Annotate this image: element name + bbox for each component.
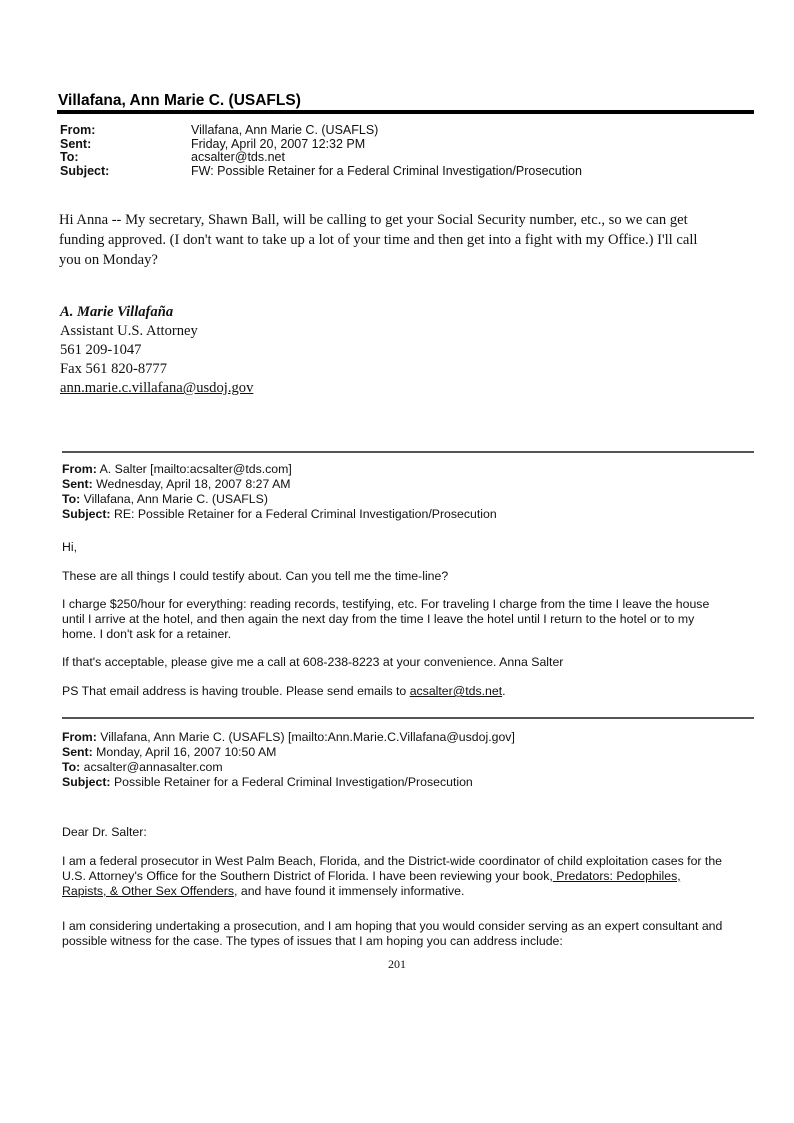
- mailbox-owner-title: Villafana, Ann Marie C. (USAFLS): [58, 92, 301, 109]
- m1-from-value: A. Salter [mailto:acsalter@tds.com]: [99, 462, 292, 476]
- reply-line-3: you on Monday?: [59, 252, 158, 268]
- m1-p2-line-2: until I arrive at the hotel, and then again the next day from the time I leave the hotel until I return to the hotel or to my: [62, 612, 695, 626]
- m1-p2-line-1: I charge $250/hour for everything: reading records, testifying, etc. For traveling I charge from the time I leave the house: [62, 597, 710, 611]
- m1-paragraph-3: If that's acceptable, please give me a call at 608-238-8223 at your convenience. Anna Salter: [62, 655, 564, 669]
- message1-header: [62, 462, 497, 522]
- m2-to-value: acsalter@annasalter.com: [83, 760, 223, 774]
- m2-p2-line-1: I am considering undertaking a prosecution, and I am hoping that you would consider serving as an expert consultant and: [62, 919, 723, 933]
- m1-greeting: Hi,: [62, 540, 78, 554]
- m2-from-value: Villafana, Ann Marie C. (USAFLS) [mailto:Ann.Marie.C.Villafana@usdoj.gov]: [100, 730, 515, 744]
- title-rule: [57, 110, 754, 114]
- signature-fax: Fax 561 820-8777: [60, 361, 168, 377]
- signature-block: [60, 303, 253, 398]
- signature-phone: 561 209-1047: [60, 342, 142, 358]
- m1-p4-email-link[interactable]: acsalter@tds.net: [409, 684, 503, 698]
- book-title-part-2: Rapists, & Other Sex Offenders: [62, 884, 235, 898]
- m2-subject-label: Subject:: [62, 775, 111, 789]
- m1-paragraph-2: [62, 597, 757, 642]
- m2-p2-line-2: possible witness for the case. The types of issues that I am hoping you can address include:: [62, 934, 563, 948]
- m1-to-value: Villafana, Ann Marie C. (USAFLS): [83, 492, 268, 506]
- subject-value: FW: Possible Retainer for a Federal Criminal Investigation/Prosecution: [191, 163, 582, 178]
- m1-sent-label: Sent:: [62, 477, 93, 491]
- message2-header: [62, 730, 515, 790]
- m1-p4-text: PS That email address is having trouble. Please send emails to: [62, 684, 410, 698]
- m2-sent-label: Sent:: [62, 745, 93, 759]
- book-title-part-1: Predators: Pedophiles,: [552, 869, 681, 883]
- m2-sent-value: Monday, April 16, 2007 10:50 AM: [96, 745, 277, 759]
- m1-paragraph-1: These are all things I could testify about. Can you tell me the time-line?: [62, 569, 449, 583]
- m2-greeting: Dear Dr. Salter:: [62, 825, 147, 839]
- reply-body: [59, 210, 749, 270]
- m2-subject-value: Possible Retainer for a Federal Criminal Investigation/Prosecution: [113, 775, 473, 789]
- to-label: To:: [60, 150, 79, 164]
- m1-paragraph-4: [62, 684, 757, 699]
- m2-to-label: To:: [62, 760, 81, 774]
- to-value: acsalter@tds.net: [191, 150, 285, 164]
- signature-title: Assistant U.S. Attorney: [60, 323, 198, 339]
- m1-subject-value: RE: Possible Retainer for a Federal Criminal Investigation/Prosecution: [113, 507, 497, 521]
- signature-name: A. Marie Villafaña: [60, 304, 174, 320]
- m1-from-label: From:: [62, 462, 97, 476]
- reply-line-2: funding approved. (I don't want to take up a lot of your time and then get into a fight with my Office.) I'll call: [59, 232, 698, 248]
- m1-p4-end: .: [502, 684, 506, 698]
- from-label: From:: [60, 123, 96, 137]
- m2-paragraph-1: [62, 854, 757, 899]
- message-separator-1: [62, 451, 754, 453]
- reply-line-1: Hi Anna -- My secretary, Shawn Ball, will be calling to get your Social Security number, etc., so we can get: [59, 212, 688, 228]
- m1-to-label: To:: [62, 492, 81, 506]
- page-number: 201: [388, 957, 406, 971]
- m1-p2-line-3: home. I don't ask for a retainer.: [62, 627, 232, 641]
- m1-sent-value: Wednesday, April 18, 2007 8:27 AM: [96, 477, 291, 491]
- sent-label: Sent:: [60, 136, 92, 151]
- m2-p1-line-1: I am a federal prosecutor in West Palm Beach, Florida, and the District-wide coordinator of child exploitation cases for the: [62, 854, 723, 868]
- message-separator-2: [62, 717, 754, 719]
- m2-from-label: From:: [62, 730, 97, 744]
- top-email-header: [60, 124, 582, 178]
- from-value: Villafana, Ann Marie C. (USAFLS): [191, 123, 379, 137]
- m2-p1-line-2: U.S. Attorney's Office for the Southern District of Florida. I have been reviewing your book, Predators: Pedophiles,: [62, 869, 681, 883]
- signature-email-link[interactable]: ann.marie.c.villafana@usdoj.gov: [60, 380, 254, 396]
- sent-value: Friday, April 20, 2007 12:32 PM: [191, 136, 366, 151]
- m1-subject-label: Subject:: [62, 507, 111, 521]
- subject-label: Subject:: [60, 163, 110, 178]
- m2-paragraph-2: [62, 919, 757, 949]
- m2-p1-line-3: Rapists, & Other Sex Offenders, and have found it immensely informative.: [62, 884, 465, 898]
